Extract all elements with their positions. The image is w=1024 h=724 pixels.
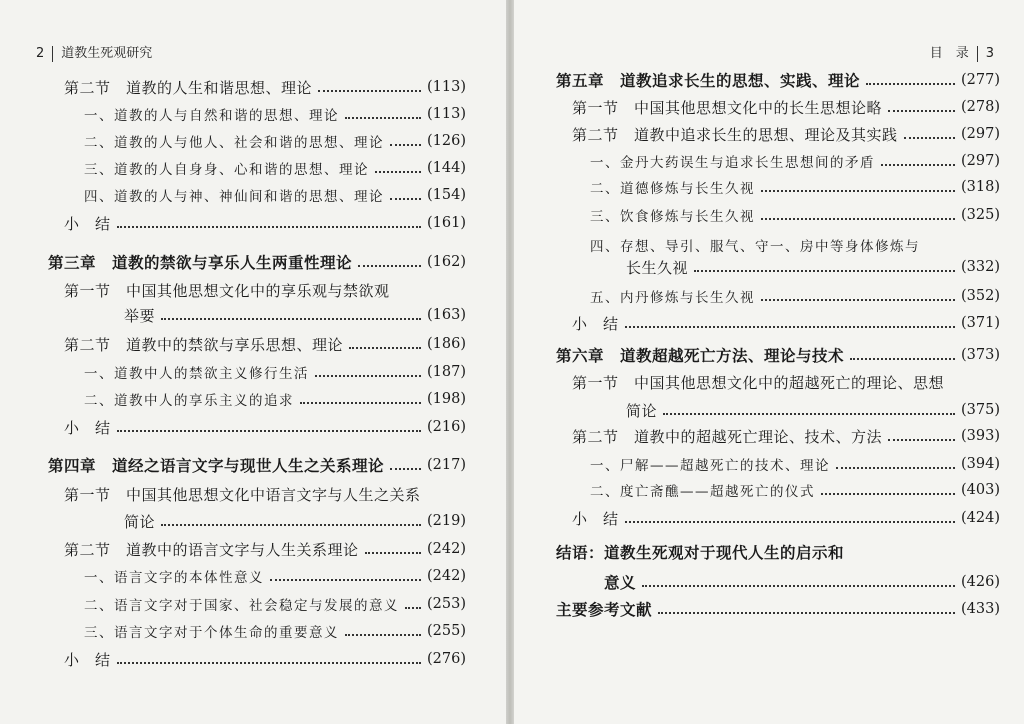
toc-entry-title: 简论 <box>124 512 156 531</box>
toc-page-number: (162) <box>427 254 466 270</box>
toc-page-number: (126) <box>427 133 466 149</box>
toc-entry-subsection <box>84 182 466 208</box>
dot-leader <box>117 226 421 228</box>
toc-entry-summary <box>64 646 466 672</box>
toc-page-number: (186) <box>427 336 466 352</box>
dot-leader <box>161 318 421 320</box>
dot-leader <box>904 137 955 139</box>
dot-leader <box>117 662 421 664</box>
toc-entry-title: 二、道教中人的享乐主义的追求 <box>84 393 294 409</box>
toc-entry-section <box>572 423 1000 449</box>
toc-page-number: (278) <box>961 99 1000 115</box>
toc-entry-subsection <box>84 386 466 412</box>
toc-entry-subsection <box>590 477 1000 503</box>
dot-leader <box>300 402 421 404</box>
toc-page-number: (242) <box>427 541 466 557</box>
toc-entry-subsection <box>590 283 1000 309</box>
right-page-number: 3 <box>985 46 994 61</box>
toc-entry-section <box>64 331 466 357</box>
toc-entry-summary <box>572 505 1000 531</box>
toc-entry-subsection <box>84 359 466 385</box>
dot-leader <box>836 467 955 469</box>
toc-page-number: (276) <box>427 651 466 667</box>
dot-leader <box>761 299 955 301</box>
toc-entry-title: 第二节 道教中的语言文字与人生关系理论 <box>64 540 359 559</box>
toc-entry-title: 第六章 道教超越死亡方法、理论与技术 <box>556 347 845 365</box>
dot-leader <box>625 326 955 328</box>
toc-entry-title: 三、饮食修炼与长生久视 <box>590 209 755 225</box>
dot-leader <box>318 90 421 92</box>
toc-entry-continuation <box>626 254 1000 280</box>
toc-page-number: (375) <box>961 402 1000 418</box>
running-head-divider <box>977 46 978 62</box>
toc-page-number: (297) <box>961 126 1000 142</box>
dot-leader <box>881 164 955 166</box>
dot-leader <box>390 468 421 470</box>
toc-page-number: (403) <box>961 482 1000 498</box>
dot-leader <box>358 265 421 267</box>
toc-entry-chapter <box>556 67 1000 93</box>
toc-entry-subsection <box>84 128 466 154</box>
toc-entry-chapter <box>48 452 466 478</box>
toc-entry-subsection <box>590 148 1000 174</box>
left-page-number: 2 <box>36 46 45 61</box>
dot-leader <box>270 579 421 581</box>
toc-entry-title: 第五章 道教追求长生的思想、实践、理论 <box>556 72 861 90</box>
toc-entry-title: 二、道德修炼与长生久视 <box>590 181 755 197</box>
toc-page-number: (255) <box>427 623 466 639</box>
dot-leader <box>375 171 421 173</box>
toc-entry-title: 第二节 道教中的超越死亡理论、技术、方法 <box>572 427 883 446</box>
toc-entry-continuation <box>124 508 466 534</box>
dot-leader <box>349 347 421 349</box>
dot-leader <box>761 218 955 220</box>
dot-leader <box>161 524 421 526</box>
toc-page-number: (297) <box>961 153 1000 169</box>
right-running-head <box>930 42 994 62</box>
toc-page-number: (113) <box>427 79 466 95</box>
toc-entry-title: 一、语言文字的本体性意义 <box>84 570 264 586</box>
toc-page-number: (426) <box>961 574 1000 590</box>
left-page <box>0 0 506 724</box>
toc-page-number: (154) <box>427 187 466 203</box>
toc-page-number: (332) <box>961 259 1000 275</box>
toc-entry-title: 第一节 中国其他思想文化中的享乐观与禁欲观 <box>64 281 390 300</box>
toc-entry-title: 举要 <box>124 306 156 325</box>
toc-entry-title: 第二节 道教中的禁欲与享乐思想、理论 <box>64 335 344 354</box>
book-gutter <box>506 0 514 724</box>
toc-entry-subsection <box>590 174 1000 200</box>
dot-leader <box>642 585 955 587</box>
toc-page-number: (318) <box>961 179 1000 195</box>
toc-entry-continuation <box>124 302 466 328</box>
toc-page-number: (163) <box>427 307 466 323</box>
toc-page-number: (424) <box>961 510 1000 526</box>
toc-entry-section <box>64 536 466 562</box>
right-running-title: 目 录 <box>929 46 969 61</box>
toc-entry-section <box>64 74 466 100</box>
toc-entry-chapter <box>556 539 844 565</box>
toc-entry-title: 二、道教的人与他人、社会和谐的思想、理论 <box>84 135 384 151</box>
toc-page-number: (277) <box>961 72 1000 88</box>
toc-entry-title: 小 结 <box>572 509 619 528</box>
toc-entry-chapter <box>604 569 1000 595</box>
dot-leader <box>888 439 955 441</box>
dot-leader <box>315 375 421 377</box>
toc-entry-title: 长生久视 <box>626 258 689 277</box>
toc-entry-title: 五、内丹修炼与长生久视 <box>590 290 755 306</box>
dot-leader <box>345 117 421 119</box>
toc-entry-title: 第三章 道教的禁欲与享乐人生两重性理论 <box>48 254 353 272</box>
toc-entry-title: 第四章 道经之语言文字与现世人生之关系理论 <box>48 457 385 475</box>
toc-entry-title: 四、存想、导引、服气、守一、房中等身体修炼与 <box>590 239 920 255</box>
toc-page-number: (217) <box>427 457 466 473</box>
toc-entry-chapter <box>48 249 466 275</box>
toc-entry-section <box>572 369 944 395</box>
toc-entry-continuation <box>626 397 1000 423</box>
toc-page-number: (187) <box>427 364 466 380</box>
toc-page-number: (144) <box>427 160 466 176</box>
toc-entry-title: 小 结 <box>572 314 619 333</box>
toc-page-number: (393) <box>961 428 1000 444</box>
dot-leader <box>390 144 421 146</box>
toc-entry-summary <box>64 414 466 440</box>
toc-entry-title: 四、道教的人与神、神仙间和谐的思想、理论 <box>84 189 384 205</box>
toc-entry-title: 小 结 <box>64 650 111 669</box>
dot-leader <box>390 198 421 200</box>
toc-entry-title: 二、度亡斋醮——超越死亡的仪式 <box>590 484 815 500</box>
toc-entry-title: 小 结 <box>64 418 111 437</box>
toc-entry-subsection <box>84 591 466 617</box>
toc-entry-title: 第二节 道教的人生和谐思想、理论 <box>64 78 313 97</box>
running-head-divider <box>52 46 53 62</box>
toc-entry-subsection <box>590 451 1000 477</box>
toc-entry-title: 小 结 <box>64 214 111 233</box>
toc-page-number: (219) <box>427 513 466 529</box>
dot-leader <box>405 607 421 609</box>
toc-entry-title: 结语：道教生死观对于现代人生的启示和 <box>556 544 845 562</box>
toc-entry-chapter <box>556 596 1000 622</box>
dot-leader <box>821 493 955 495</box>
toc-page-number: (394) <box>961 456 1000 472</box>
dot-leader <box>761 190 955 192</box>
left-running-title: 道教生死观研究 <box>61 46 153 61</box>
dot-leader <box>850 358 955 360</box>
toc-entry-section <box>572 94 1000 120</box>
dot-leader <box>365 552 421 554</box>
dot-leader <box>888 110 955 112</box>
toc-entry-title: 第一节 中国其他思想文化中的超越死亡的理论、思想 <box>572 373 945 392</box>
toc-entry-title: 二、语言文字对于国家、社会稳定与发展的意义 <box>84 598 399 614</box>
dot-leader <box>658 612 955 614</box>
toc-entry-section <box>64 277 390 303</box>
toc-page-number: (253) <box>427 596 466 612</box>
toc-entry-title: 第二节 道教中追求长生的思想、理论及其实践 <box>572 125 898 144</box>
toc-entry-title: 一、道教的人与自然和谐的思想、理论 <box>84 108 339 124</box>
toc-entry-subsection <box>84 155 466 181</box>
toc-entry-title: 三、语言文字对于个体生命的重要意义 <box>84 625 339 641</box>
dot-leader <box>694 270 955 272</box>
toc-page-number: (433) <box>961 601 1000 617</box>
dot-leader <box>663 413 955 415</box>
dot-leader <box>345 634 421 636</box>
toc-page-number: (352) <box>961 288 1000 304</box>
toc-entry-subsection <box>84 563 466 589</box>
toc-entry-section <box>64 481 421 507</box>
toc-entry-title: 第一节 中国其他思想文化中语言文字与人生之关系 <box>64 485 421 504</box>
toc-entry-title: 一、金丹大药误生与追求长生思想间的矛盾 <box>590 155 875 171</box>
toc-page-number: (216) <box>427 419 466 435</box>
dot-leader <box>625 521 955 523</box>
toc-page-number: (325) <box>961 207 1000 223</box>
toc-entry-title: 第一节 中国其他思想文化中的长生思想论略 <box>572 98 883 117</box>
right-page <box>514 0 1024 724</box>
toc-entry-title: 三、道教的人自身身、心和谐的思想、理论 <box>84 162 369 178</box>
toc-entry-summary <box>64 210 466 236</box>
toc-entry-title: 一、尸解——超越死亡的技术、理论 <box>590 458 830 474</box>
toc-page-number: (242) <box>427 568 466 584</box>
toc-page-number: (198) <box>427 391 466 407</box>
toc-entry-subsection <box>84 618 466 644</box>
dot-leader <box>866 83 955 85</box>
toc-entry-chapter <box>556 342 1000 368</box>
toc-page-number: (113) <box>427 106 466 122</box>
toc-entry-subsection <box>84 101 466 127</box>
toc-entry-title: 主要参考文献 <box>556 601 653 619</box>
toc-entry-title: 简论 <box>626 401 658 420</box>
toc-entry-subsection <box>590 202 1000 228</box>
toc-entry-title: 一、道教中人的禁欲主义修行生活 <box>84 366 309 382</box>
toc-entry-summary <box>572 310 1000 336</box>
toc-page-number: (373) <box>961 347 1000 363</box>
dot-leader <box>117 430 421 432</box>
toc-entry-title: 意义 <box>604 574 637 592</box>
toc-page-number: (161) <box>427 215 466 231</box>
toc-entry-section <box>572 121 1000 147</box>
left-running-head <box>36 42 152 62</box>
toc-page-number: (371) <box>961 315 1000 331</box>
